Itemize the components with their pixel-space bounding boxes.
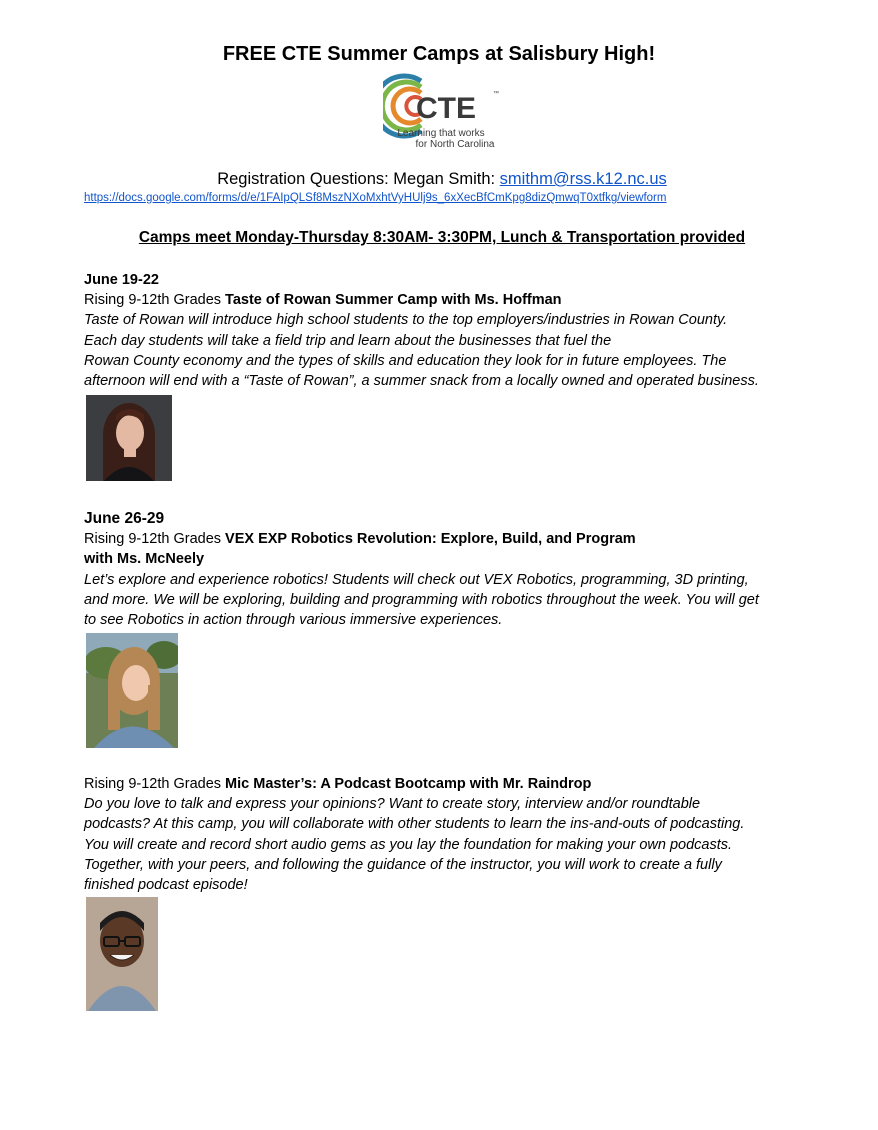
description-line: Together, with your peers, and following the guidance of the instructor, you will work to create a fully bbox=[84, 856, 722, 873]
logo-wordmark: CTE bbox=[416, 92, 476, 125]
description-line: finished podcast episode! bbox=[84, 877, 248, 894]
camp-heading bbox=[84, 774, 814, 794]
description-line: Rowan County economy and the types of skills and education they look for in future employees. The bbox=[84, 352, 727, 369]
instructor-photo-raindrop bbox=[86, 897, 158, 1011]
instructor-photo-mcneely bbox=[86, 633, 178, 748]
description-line: Each day students will take a field trip and learn about the businesses that fuel the bbox=[84, 332, 612, 349]
registration-form-link[interactable]: https://docs.google.com/forms/d/e/1FAIpQLSf8MszNXoMxhtVyHUlj9s_6xXecBfCmKpg8dizQmwqT0xtfkg/viewform bbox=[84, 192, 667, 204]
logo-tagline-1: Learning that works bbox=[397, 128, 485, 139]
camp-instructor: with Ms. McNeely bbox=[84, 551, 205, 568]
camp-section-1 bbox=[84, 270, 814, 391]
description-line: Taste of Rowan will introduce high school students to the top employers/industries in Rowan County. bbox=[84, 312, 728, 329]
camp-name: VEX EXP Robotics Revolution: Explore, Build, and Program bbox=[225, 531, 636, 548]
instructor-photo-hoffman bbox=[86, 395, 172, 481]
description-line: and more. We will be exploring, building and programming with robotics throughout the week. You will get bbox=[84, 591, 759, 608]
camp-date: June 26-29 bbox=[84, 510, 165, 527]
camp-name: Taste of Rowan Summer Camp with Ms. Hoffman bbox=[225, 292, 562, 309]
page-title: FREE CTE Summer Camps at Salisbury High! bbox=[222, 43, 656, 65]
camp-section-2 bbox=[84, 509, 814, 630]
description-line: to see Robotics in action through various immersive experiences. bbox=[84, 612, 503, 629]
camp-section-3 bbox=[84, 774, 814, 895]
contact-email-link[interactable]: smithm@rss.k12.nc.us bbox=[499, 170, 667, 188]
logo-trademark: ™ bbox=[493, 91, 499, 97]
registration-contact bbox=[0, 170, 878, 189]
logo-tagline-2: for North Carolina bbox=[415, 139, 495, 150]
camp-name: Mic Master’s: A Podcast Bootcamp with Mr. Raindrop bbox=[225, 776, 592, 792]
description-line: You will create and record short audio gems as you lay the foundation for making your own podcasts. bbox=[84, 836, 733, 853]
camp-heading-line2 bbox=[84, 549, 814, 569]
camp-heading bbox=[84, 290, 814, 310]
description-line: podcasts? At this camp, you will collaborate with other students to learn the ins-and-outs of podcasting. bbox=[84, 816, 745, 833]
schedule-note: Camps meet Monday-Thursday 8:30AM- 3:30PM, Lunch & Transportation provided bbox=[138, 229, 746, 246]
description-line: Do you love to talk and express your opinions? Want to create story, interview and/or roundtable bbox=[84, 796, 701, 813]
camp-heading bbox=[84, 529, 814, 549]
camp-description bbox=[84, 310, 814, 391]
camp-date: June 19-22 bbox=[84, 272, 159, 288]
cte-logo bbox=[383, 73, 505, 153]
camp-grades: Rising 9-12th Grades bbox=[84, 531, 226, 548]
camp-grades: Rising 9-12th Grades bbox=[84, 776, 226, 792]
camp-description bbox=[84, 570, 814, 631]
camp-grades: Rising 9-12th Grades bbox=[84, 292, 226, 309]
contact-label: Registration Questions: Megan Smith: bbox=[217, 170, 500, 188]
description-line: afternoon will end with a “Taste of Rowan”, a summer snack from a locally owned and operated business. bbox=[84, 373, 759, 390]
camp-description bbox=[84, 794, 814, 895]
description-line: Let’s explore and experience robotics! Students will check out VEX Robotics, programming, 3D printing, bbox=[84, 571, 749, 588]
